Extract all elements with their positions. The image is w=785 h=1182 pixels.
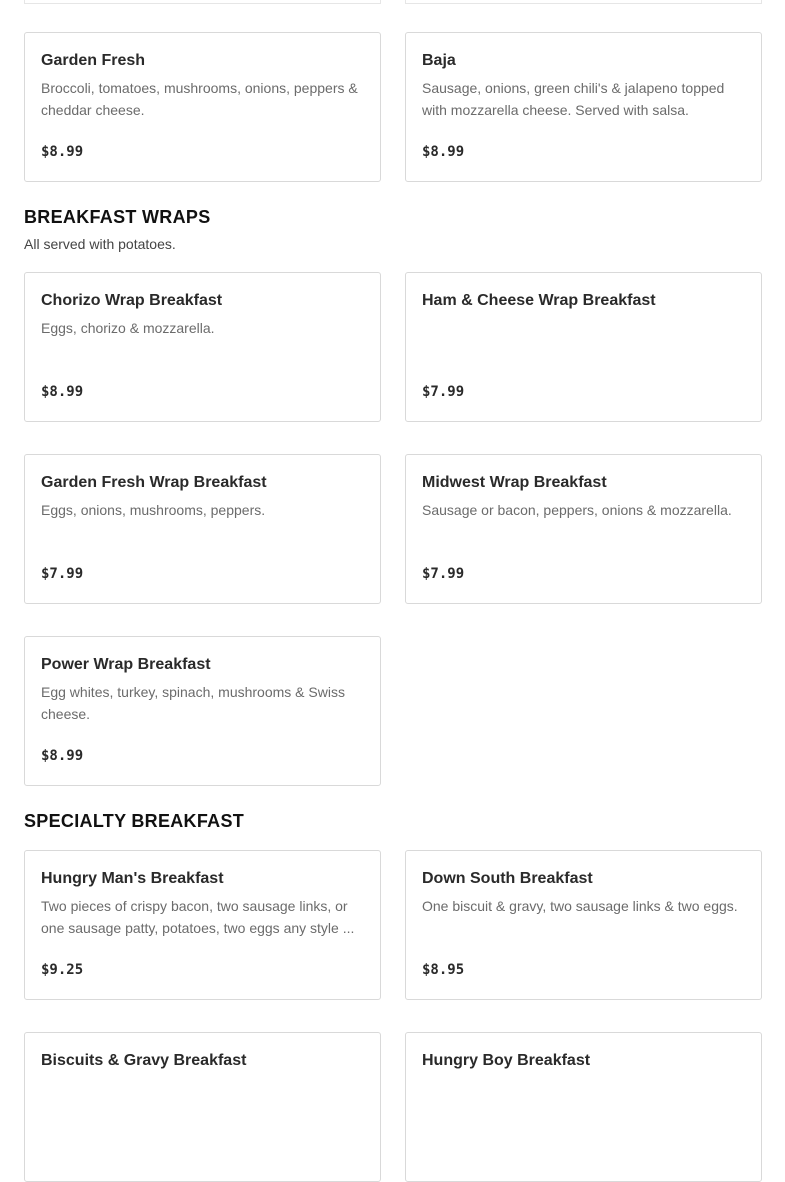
menu-item-description: One biscuit & gravy, two sausage links & two eggs. (422, 898, 738, 914)
menu-item-card[interactable] (405, 850, 762, 1000)
menu-item-name: Garden Fresh Wrap Breakfast (41, 474, 267, 491)
section-title: BREAKFAST WRAPS (24, 207, 211, 227)
menu-item-price: $8.99 (41, 748, 84, 764)
menu-item-price: $9.25 (41, 962, 84, 978)
menu-item-card[interactable] (24, 272, 381, 422)
menu-item-price: $8.95 (422, 962, 465, 978)
menu-item-name: Power Wrap Breakfast (41, 656, 211, 673)
menu-item-description: Broccoli, tomatoes, mushrooms, onions, peppers & cheddar cheese. (41, 80, 358, 118)
menu-item-description: Two pieces of crispy bacon, two sausage links, or one sausage patty, potatoes, two eggs any style ... (41, 898, 355, 936)
menu-item-name: Hungry Boy Breakfast (422, 1052, 591, 1069)
menu-item-name: Biscuits & Gravy Breakfast (41, 1052, 247, 1069)
menu-item-name: Midwest Wrap Breakfast (422, 474, 607, 491)
menu-item-card-partial[interactable] (405, 0, 762, 4)
menu-item-card[interactable] (24, 1032, 381, 1182)
menu-item-description: Eggs, onions, mushrooms, peppers. (41, 502, 266, 518)
menu-item-card[interactable] (24, 636, 381, 786)
menu-item-name: Baja (422, 52, 456, 69)
menu-item-price: $7.99 (41, 566, 84, 582)
menu-item-name: Down South Breakfast (422, 870, 593, 887)
menu-item-card-partial[interactable] (24, 0, 381, 4)
menu-item-card[interactable] (405, 1032, 762, 1182)
menu-item-name: Chorizo Wrap Breakfast (41, 292, 223, 309)
menu-item-price: $7.99 (422, 384, 465, 400)
section-title: SPECIALTY BREAKFAST (24, 811, 245, 831)
menu-item-card[interactable] (24, 454, 381, 604)
menu-item-description: Egg whites, turkey, spinach, mushrooms & Swiss cheese. (41, 684, 345, 722)
menu-item-card[interactable] (405, 32, 762, 182)
menu-item-price: $7.99 (422, 566, 465, 582)
menu-item-card[interactable] (24, 32, 381, 182)
menu-item-card[interactable] (405, 272, 762, 422)
section-subtitle: All served with potatoes. (24, 236, 176, 252)
menu-item-description: Sausage or bacon, peppers, onions & mozzarella. (422, 502, 732, 518)
menu-item-card[interactable] (24, 850, 381, 1000)
menu-item-price: $8.99 (41, 144, 84, 160)
menu-item-price: $8.99 (422, 144, 465, 160)
menu-item-price: $8.99 (41, 384, 84, 400)
menu-item-name: Ham & Cheese Wrap Breakfast (422, 292, 656, 309)
menu-item-name: Hungry Man's Breakfast (41, 870, 224, 887)
menu-item-card[interactable] (405, 454, 762, 604)
menu-item-description: Sausage, onions, green chili's & jalapeno topped with mozzarella cheese. Served with salsa. (422, 80, 725, 118)
menu-item-description: Eggs, chorizo & mozzarella. (41, 320, 215, 336)
menu-item-name: Garden Fresh (41, 52, 146, 69)
